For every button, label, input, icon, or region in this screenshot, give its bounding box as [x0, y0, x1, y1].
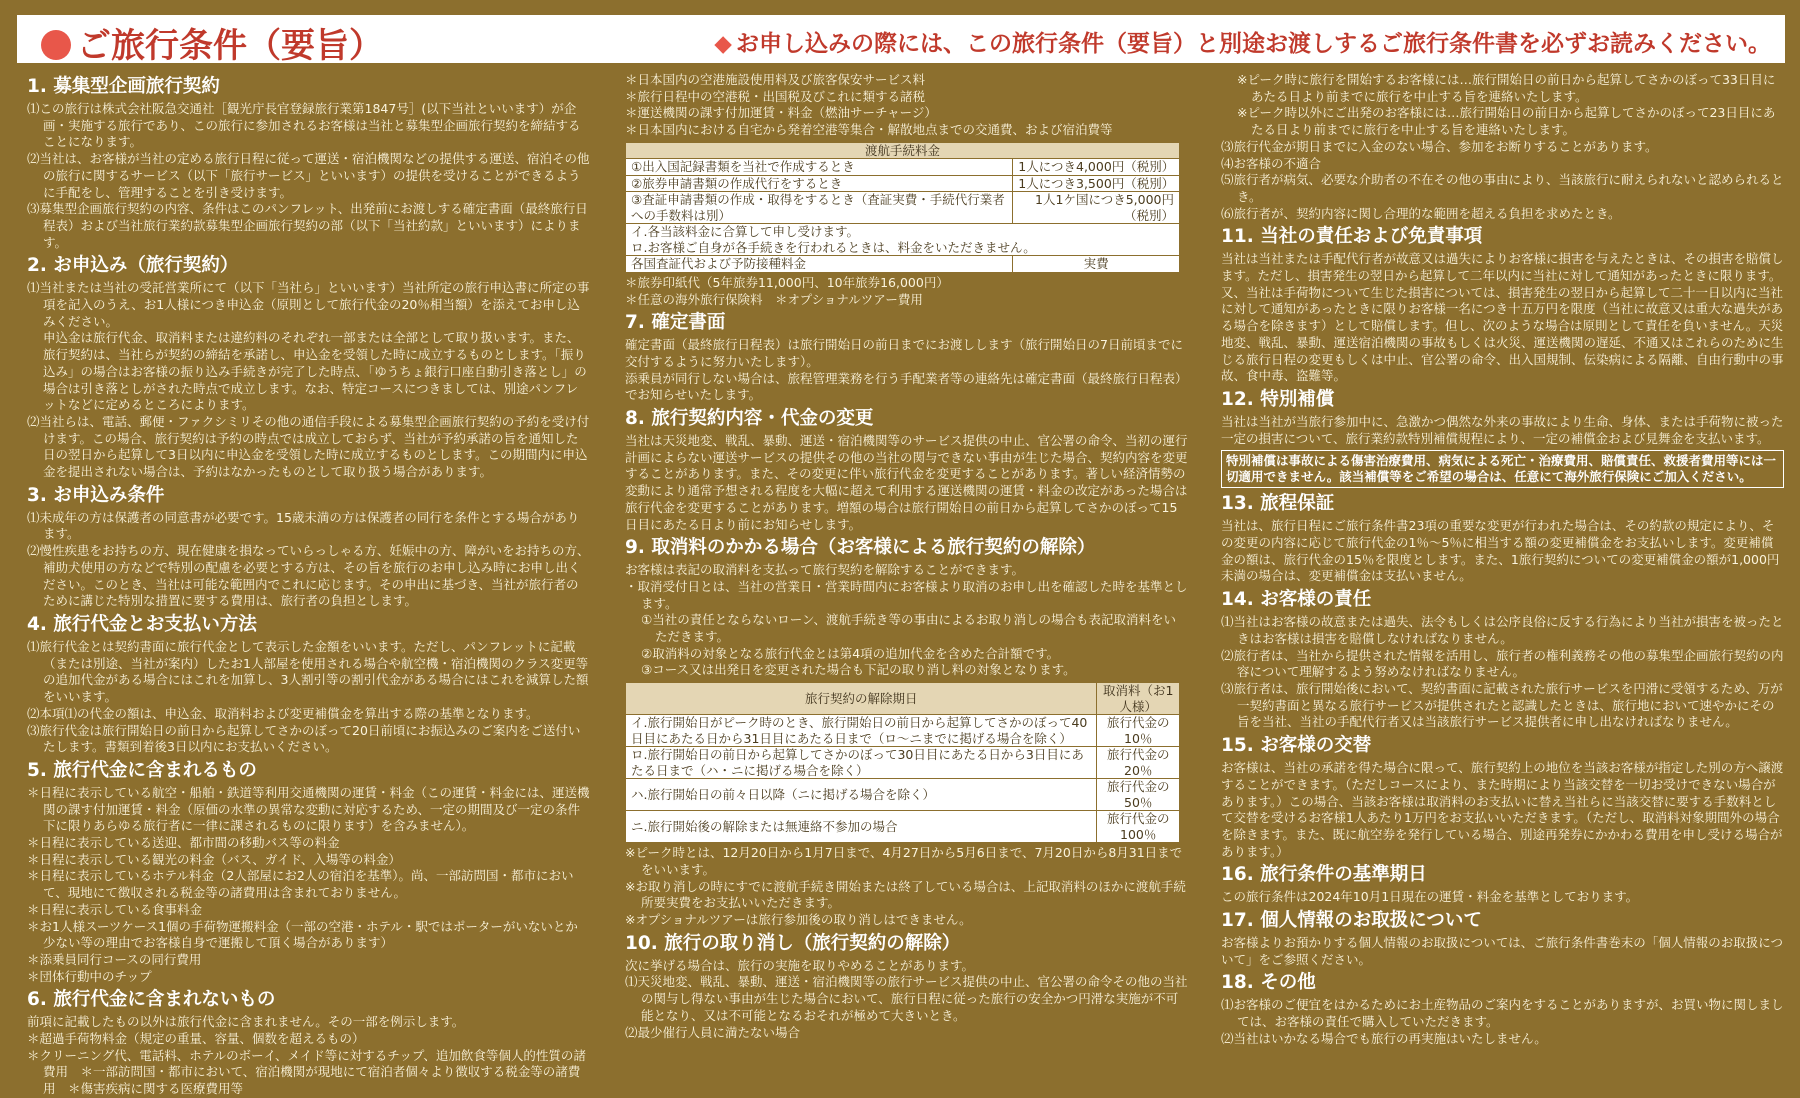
list-item: ⑵旅行者は、当社から提供された情報を活用し、旅行者の権利義務その他の募集型企画旅行契約の内容について理解するよう努めなければなりません。	[1221, 647, 1784, 680]
column-1	[27, 72, 590, 1097]
table-cell: 旅行代金の20％	[1097, 747, 1180, 779]
section-title: 18. その他	[1221, 972, 1316, 994]
paragraph: 次に挙げる場合は、旅行の実施を取りやめることがあります。	[625, 957, 975, 973]
cancellation-fee-table	[625, 682, 1180, 843]
list-item: ⑹旅行者が、契約内容に関し合理的な範囲を超える負担を求めたとき。	[1221, 205, 1621, 221]
section-title: 9. 取消料のかかる場合（お客様による旅行契約の解除）	[625, 537, 1096, 559]
column-3	[1221, 72, 1784, 1074]
paragraph: ⑶募集型企画旅行契約の内容、条件はこのパンフレット、出発前にお渡しする確定書面（最終旅行日程表）および当社旅行業約款募集型企画旅行契約の部（以下「当社約款」といいます）によります。	[27, 201, 588, 250]
list-item: ＊旅券印紙代（5年旅券11,000円、10年旅券16,000円）	[625, 274, 949, 290]
paragraph: ⑴当社または当社の受託営業所にて（以下「当社ら」といいます）当社所定の旅行申込書に所定の事項を記入のうえ、お1人様につき申込金（原則として旅行代金の20％相当額）を添えてお申し込みください。	[27, 280, 590, 329]
table-cell: 旅行代金の50％	[1097, 779, 1180, 811]
list-item: ⑴お客様のご便宜をはかるためにお土産物品のご案内をすることがありますが、お買い物に関しましては、お客様の責任で購入していただきます。	[1221, 997, 1784, 1030]
note: ※ピーク時以外にご出発のお客様には…旅行開始日の前日から起算してさかのぼって23日目にあたる日より前までに旅行を中止する旨を連絡いたします。	[1237, 105, 1776, 138]
list-item: ＊任意の海外旅行保険料 ＊オプショナルツアー費用	[625, 291, 923, 307]
section-title: 2. お申込み（旅行契約）	[27, 255, 239, 277]
table-cell: 1人につき4,000円（税別）	[1013, 159, 1180, 176]
bullet-dot-icon	[41, 30, 71, 60]
list-item: ＊日程に表示しているホテル料金（2人部屋にお2人の宿泊を基準）。尚、一部訪問国・都市において、現地にて徴収される税金等の諸費用は含まれておりません。	[27, 868, 574, 901]
column-2	[625, 72, 1188, 1074]
fee-table	[625, 142, 1180, 273]
paragraph: ⑵当社らは、電話、郵便・ファクシミリその他の通信手段による募集型企画旅行契約の予約を受け付けます。この場合、旅行契約は予約の時点では成立しておらず、当社が予約承諾の旨を通知した日の翌日から起算して3日以内に申込金を受領した時に成立するものとします。この期間内に申込金を提出されない場合は、予約はなかったものとして取り扱う場合があります。	[27, 413, 590, 480]
table-cell: ニ.旅行開始後の解除または無連絡不参加の場合	[626, 811, 1097, 843]
section-title: 15. お客様の交替	[1221, 735, 1372, 757]
list-item: ⑶旅行者は、旅行開始後において、契約書面に記載された旅行サービスを円滑に受領するため、万が一契約書面と異なる旅行サービスが提供されたと認識したときは、旅行地において速やかにその旨を当社、当社の手配代行者又は当該旅行サービス提供者に申し出なければなりません。	[1221, 680, 1783, 730]
paragraph: お客様は、当社の承諾を得た場合に限って、旅行契約上の地位を当該お客様が指定した別の方へ譲渡することができます。（ただしコースにより、また時期により当該交替を一切お受けできない場合があります。）この場合、当該お客様は取消料のお支払いに替え当社らに当該交替に要する手数料として交替を受けるお客様1人あたり1万円をお支払いいただきます。（ただし、取消料対象期間外の場合を除きます。また、既に航空券を発行している場合、別途再発券にかかわる費用を申し受ける場合があります。）	[1221, 760, 1784, 859]
list-item: ⑷お客様の不適合	[1221, 155, 1322, 171]
section-title: 17. 個人情報のお取扱について	[1221, 910, 1482, 932]
list-item: ＊日本国内の空港施設使用料及び旅客保安サービス料	[625, 72, 926, 87]
note: ※オプショナルツアーは旅行参加後の取り消しはできません。	[625, 911, 972, 927]
paragraph: ・取消受付日とは、当社の営業日・営業時間内にお客様より取消のお申し出を確認した時を基準とします。	[625, 578, 1188, 611]
list-item: ＊クリーニング代、電話料、ホテルのボーイ、メイド等に対するチップ、追加飲食等個人的性質の諸費用 ＊一部訪問国・都市において、宿泊機関が現地にて宿泊者個々より徴収する税金等の諸費用 ＊傷害疾病に関する医療費用等	[27, 1047, 586, 1097]
list-item: ③コース又は出発日を変更された場合も下記の取り消し料の対象となります。	[641, 662, 1076, 678]
paragraph: お客様よりお預かりする個人情報のお取扱については、ご旅行条件書巻末の「個人情報のお取扱について」をご参照ください。	[1221, 935, 1784, 967]
table-row	[626, 779, 1180, 811]
list-item: ⑵当社はいかなる場合でも旅行の再実施はいたしません。	[1221, 1030, 1547, 1046]
special-compensation-notice: 特別補償は事故による傷害治療費用、病気による死亡・治療費用、賠償責任、救援者費用等には一切適用できません。該当補償等をご希望の場合は、任意にて海外旅行保険にご加入ください。	[1221, 450, 1784, 488]
paragraph: 当社は当社または手配代行者が故意又は過失によりお客様に損害を与えたときは、その損害を賠償します。ただし、損害発生の翌日から起算して二年以内に当社に対して通知があったときに限ります。又、当社は手荷物について生じた損害については、損害発生の翌日から起算して二十一日以内に当社に対して通知があったときに限りお客様一名につき十五万円を限度（当社に故意又は重大な過失がある場合を除きます）として賠償します。但し、次のような場合は原則として責任を負いません。天災地変、戦乱、暴動、運送宿泊機関の事故もしくは火災、運送機関の遅延、不通又はこれらのために生じる旅行日程の変更もしくは中止、官公署の命令、出入国規制、伝染病による隔離、自由行動中の事故、食中毒、盗難等。	[1221, 251, 1784, 384]
section-title: 3. お申込み条件	[27, 484, 165, 506]
section-title: 8. 旅行契約内容・代金の変更	[625, 408, 874, 430]
table-cell: 1人1ケ国につき5,000円（税別）	[1013, 192, 1180, 224]
list-item: ①当社の責任とならないローン、渡航手続き等の事由によるお取り消しの場合も表記取消料をいただきます。	[641, 612, 1176, 645]
list-item: ⑶旅行代金が期日までに入金のない場合、参加をお断りすることがあります。	[1221, 138, 1658, 154]
paragraph: この旅行条件は2024年10月1日現在の運賃・料金を基準としております。	[1221, 889, 1639, 905]
list-item: ＊日程に表示している航空・船舶・鉄道等利用交通機関の運賃・料金（この運賃・料金には、運送機関の課す付加運賃・料金（原価の水準の異常な変動に対応するため、一定の期間及び一定の条件下に限りあらゆる旅行者に一律に課されるものに限ります）を含みません）。	[27, 784, 590, 834]
table-row	[626, 715, 1180, 747]
section-title: 16. 旅行条件の基準期日	[1221, 864, 1427, 886]
section-title: 10. 旅行の取り消し（旅行契約の解除）	[625, 932, 961, 954]
table-note: イ.各当該料金に合算して申し受けます。	[631, 224, 859, 240]
page-title	[41, 18, 383, 67]
paragraph: ⑶旅行代金は旅行開始日の前日から起算してさかのぼって20日前頃にお振込みのご案内をご送付いたします。書類到着後3日以内にお支払いください。	[27, 722, 581, 755]
header-notice-text: お申し込みの際には、この旅行条件（要旨）と別途お渡しするご旅行条件書を必ずお読みください。	[736, 31, 1771, 57]
section-title: 5. 旅行代金に含まれるもの	[27, 759, 257, 781]
section-title: 13. 旅程保証	[1221, 493, 1335, 515]
table-cell: 1人につき3,500円（税別）	[1013, 175, 1180, 192]
table-cell: 旅行代金の10％	[1097, 715, 1180, 747]
table-cell: ②旅券申請書類の作成代行をするとき	[626, 175, 1013, 192]
table-header: 旅行契約の解除期日	[626, 683, 1097, 715]
list-item: ＊超過手荷物料金（規定の重量、容量、個数を超えるもの）	[27, 1031, 365, 1047]
note: ※ピーク時に旅行を開始するお客様には…旅行開始日の前日から起算してさかのぼって33日目にあたる日より前までに旅行を中止する旨を連絡いたします。	[1237, 72, 1776, 104]
list-item: ⑵最少催行人員に満たない場合	[625, 1024, 801, 1040]
page-title-text: ご旅行条件（要旨）	[77, 26, 383, 66]
list-item: ＊日本国内における自宅から発着空港等集合・解散地点までの交通費、および宿泊費等	[625, 122, 1113, 138]
section-title: 7. 確定書面	[625, 312, 726, 334]
table-row	[626, 747, 1180, 779]
section-title: 12. 特別補償	[1221, 388, 1335, 410]
list-item: ＊旅行日程中の空港税・出国税及びこれに類する諸税	[625, 88, 926, 104]
list-item: ＊運送機関の課す付加運賃・料金（燃油サーチャージ）	[625, 105, 937, 121]
list-item: ＊お1人様スーツケース1個の手荷物運搬料金（一部の空港・ホテル・駅ではポーターがいないとか少ない等の理由でお客様自身で運搬して頂く場合があります）	[27, 918, 578, 951]
table-cell: 旅行代金の100％	[1097, 811, 1180, 843]
list-item: ＊日程に表示している送迎、都市間の移動バス等の料金	[27, 835, 340, 851]
list-item: ②取消料の対象となる旅行代金とは第4項の追加代金を含めた合計額です。	[641, 645, 1060, 661]
note: ※ピーク時とは、12月20日から1月7日まで、4月27日から5月6日まで、7月20日から8月31日までをいいます。	[625, 845, 1183, 877]
table-cell: 実費	[1013, 256, 1180, 273]
paragraph: 当社は当社が当旅行参加中に、急激かつ偶然な外来の事故により生命、身体、または手荷物に被った一定の損害について、旅行業約款特別補償規程により、一定の補償金および見舞金を支払います。	[1221, 413, 1784, 446]
paragraph: お客様は表記の取消料を支払って旅行契約を解除することができます。	[625, 562, 1025, 578]
table-row	[626, 811, 1180, 843]
header-notice	[714, 25, 1771, 58]
list-item: ⑸旅行者が病気、必要な介助者の不在その他の事由により、当該旅行に耐えられないと認められるとき。	[1221, 172, 1784, 204]
list-item: ＊添乗員同行コースの同行費用	[27, 951, 202, 967]
table-row	[626, 256, 1180, 273]
table-cell	[626, 224, 1180, 256]
table-cell: イ.旅行開始日がピーク時のとき、旅行開始日の前日から起算してさかのぼって40日目にあたる日から31日目にあたる日まで（ロ～ニまでに掲げる場合を除く）	[626, 715, 1097, 747]
table-cell: ①出入国記録書類を当社で作成するとき	[626, 159, 1013, 176]
list-item: ⑴天災地変、戦乱、暴動、運送・宿泊機関等の旅行サービス提供の中止、官公署の命令その他の当社の関与し得ない事由が生じた場合において、旅行日程に従った旅行の安全かつ円滑な実施が不可能となり、又は不可能となるおそれが極めて大きいとき。	[625, 974, 1188, 1023]
diamond-icon: ◆	[714, 31, 732, 57]
table-row	[626, 175, 1180, 192]
note: ※お取り消しの時にすでに渡航手続き開始または終了している場合は、上記取消料のほかに渡航手続所要実費をお支払いいただきます。	[625, 878, 1186, 911]
table-row	[626, 192, 1180, 224]
paragraph: 当社は、旅行日程にご旅行条件書23項の重要な変更が行われた場合は、その約款の規定により、その変更の内容に応じて旅行代金の1％～5％に相当する額の変更補償金をお支払いします。変更補償金の額は、旅行代金の15％を限度とします。また、1旅行契約についての変更補償金の額が1,000円未満の場合は、変更補償金は支払いません。	[1221, 518, 1780, 584]
table-note: ロ.お客様ご自身が各手続きを行われるときは、料金をいただきません。	[631, 239, 1036, 255]
section-title: 11. 当社の責任および免責事項	[1221, 226, 1483, 248]
paragraph: ⑵本項⑴の代金の額は、申込金、取消料および変更補償金を算出する際の基準となります。	[27, 705, 539, 721]
table-header: 渡航手続料金	[626, 142, 1180, 159]
section-title: 1. 募集型企画旅行契約	[27, 76, 220, 97]
paragraph: ⑴この旅行は株式会社阪急交通社［観光庁長官登録旅行業第1847号］(以下当社といいます）が企画・実施する旅行であり、この旅行に参加されるお客様は当社と募集型企画旅行契約を締結することになります。	[27, 101, 581, 150]
paragraph: 前項に記載したもの以外は旅行代金に含まれません。その一部を例示します。	[27, 1014, 465, 1030]
section-title: 14. お客様の責任	[1221, 589, 1372, 611]
list-item: ＊団体行動中のチップ	[27, 968, 152, 984]
paragraph: ⑵当社は、お客様が当社の定める旅行日程に従って運送・宿泊機関などの提供する運送、宿泊その他の旅行に関するサービス（以下「旅行サービス」といいます）の提供を受けることができるように手配をし、管理することを引き受けます。	[27, 151, 590, 200]
list-item: ＊日程に表示している食事料金	[27, 901, 203, 917]
table-row	[626, 224, 1180, 256]
header-bar	[17, 15, 1785, 66]
section-title: 6. 旅行代金に含まれないもの	[27, 989, 276, 1011]
paragraph: ⑵慢性疾患をお持ちの方、現在健康を損なっていらっしゃる方、妊娠中の方、障がいをお持ちの方、補助犬使用の方などで特別の配慮を必要とする方は、その旨を旅行のお申し込み時にお申し出ください。このとき、当社は可能な範囲内でこれに応じます。その申出に基づき、当社が旅行者のために講じた特別な措置に要する費用は、旅行者の負担とします。	[27, 543, 590, 609]
table-cell: ③査証申請書類の作成・取得をするとき（査証実費・手続代行業者への手数料は別）	[626, 192, 1013, 224]
list-item: ＊日程に表示している観光の料金（バス、ガイド、入場等の料金）	[27, 851, 401, 867]
paragraph: ⑴旅行代金とは契約書面に旅行代金として表示した金額をいいます。ただし、パンフレットに記載（または別途、当社が案内）したお1人部屋を使用される場合や航空機・宿泊機関のクラス変更等の追加代金がある場合にはこれを加算し、3人割引等の割引代金がある場合にはこれを減算した額をいいます。	[27, 638, 589, 705]
paragraph: 確定書面（最終旅行日程表）は旅行開始日の前日までにお渡しします（旅行開始日の7日前頃までに交付するように努力いたします）。	[625, 337, 1183, 369]
paragraph: 申込金は旅行代金、取消料または違約料のそれぞれ一部または全部として取り扱います。また、旅行契約は、当社らが契約の締結を承諾し、申込金を受領した時に成立するものとします。「振り込み」の場合はお客様の振り込み手続きが完了した時点、「ゆうちょ銀行口座自動引き落とし」の場合は引き落としがされた時点で成立します。なお、特定コースにつきましては、別途パンフレットなどに定めるところによります。	[43, 330, 587, 413]
table-header: 取消料（お1人様）	[1097, 683, 1180, 715]
table-cell: ロ.旅行開始日の前日から起算してさかのぼって30日目にあたる日から3日目にあたる日まで（ハ・ニに掲げる場合を除く）	[626, 747, 1097, 779]
paragraph: ⑴未成年の方は保護者の同意書が必要です。15歳未満の方は保護者の同行を条件とする場合があります。	[27, 509, 580, 542]
table-row	[626, 159, 1180, 176]
section-title: 4. 旅行代金とお支払い方法	[27, 613, 257, 635]
paragraph: 添乗員が同行しない場合は、旅程管理業務を行う手配業者等の連絡先は確定書面（最終旅行日程表）でお知らせいたします。	[625, 370, 1188, 403]
table-cell: ハ.旅行開始日の前々日以降（ニに掲げる場合を除く）	[626, 779, 1097, 811]
paragraph: 当社は天災地変、戦乱、暴動、運送・宿泊機関等のサービス提供の中止、官公署の命令、当初の運行計画によらない運送サービスの提供その他の当社の関与できない事由が生じた場合、契約内容を変更することがあります。また、その変更に伴い旅行代金を変更することがあります。著しい経済情勢の変動により通常予想される程度を大幅に超えて利用する運送機関の運賃・料金の改定があった場合は旅行代金を変更することがあります。増額の場合は旅行開始日の前日から起算してさかのぼって15日目にあたる日より前にお知らせします。	[625, 433, 1188, 532]
list-item: ⑴当社はお客様の故意または過失、法令もしくは公序良俗に反する行為により当社が損害を被ったときはお客様は損害を賠償しなければなりません。	[1221, 614, 1784, 646]
table-cell: 各国査証代および予防接種料金	[626, 256, 1013, 273]
